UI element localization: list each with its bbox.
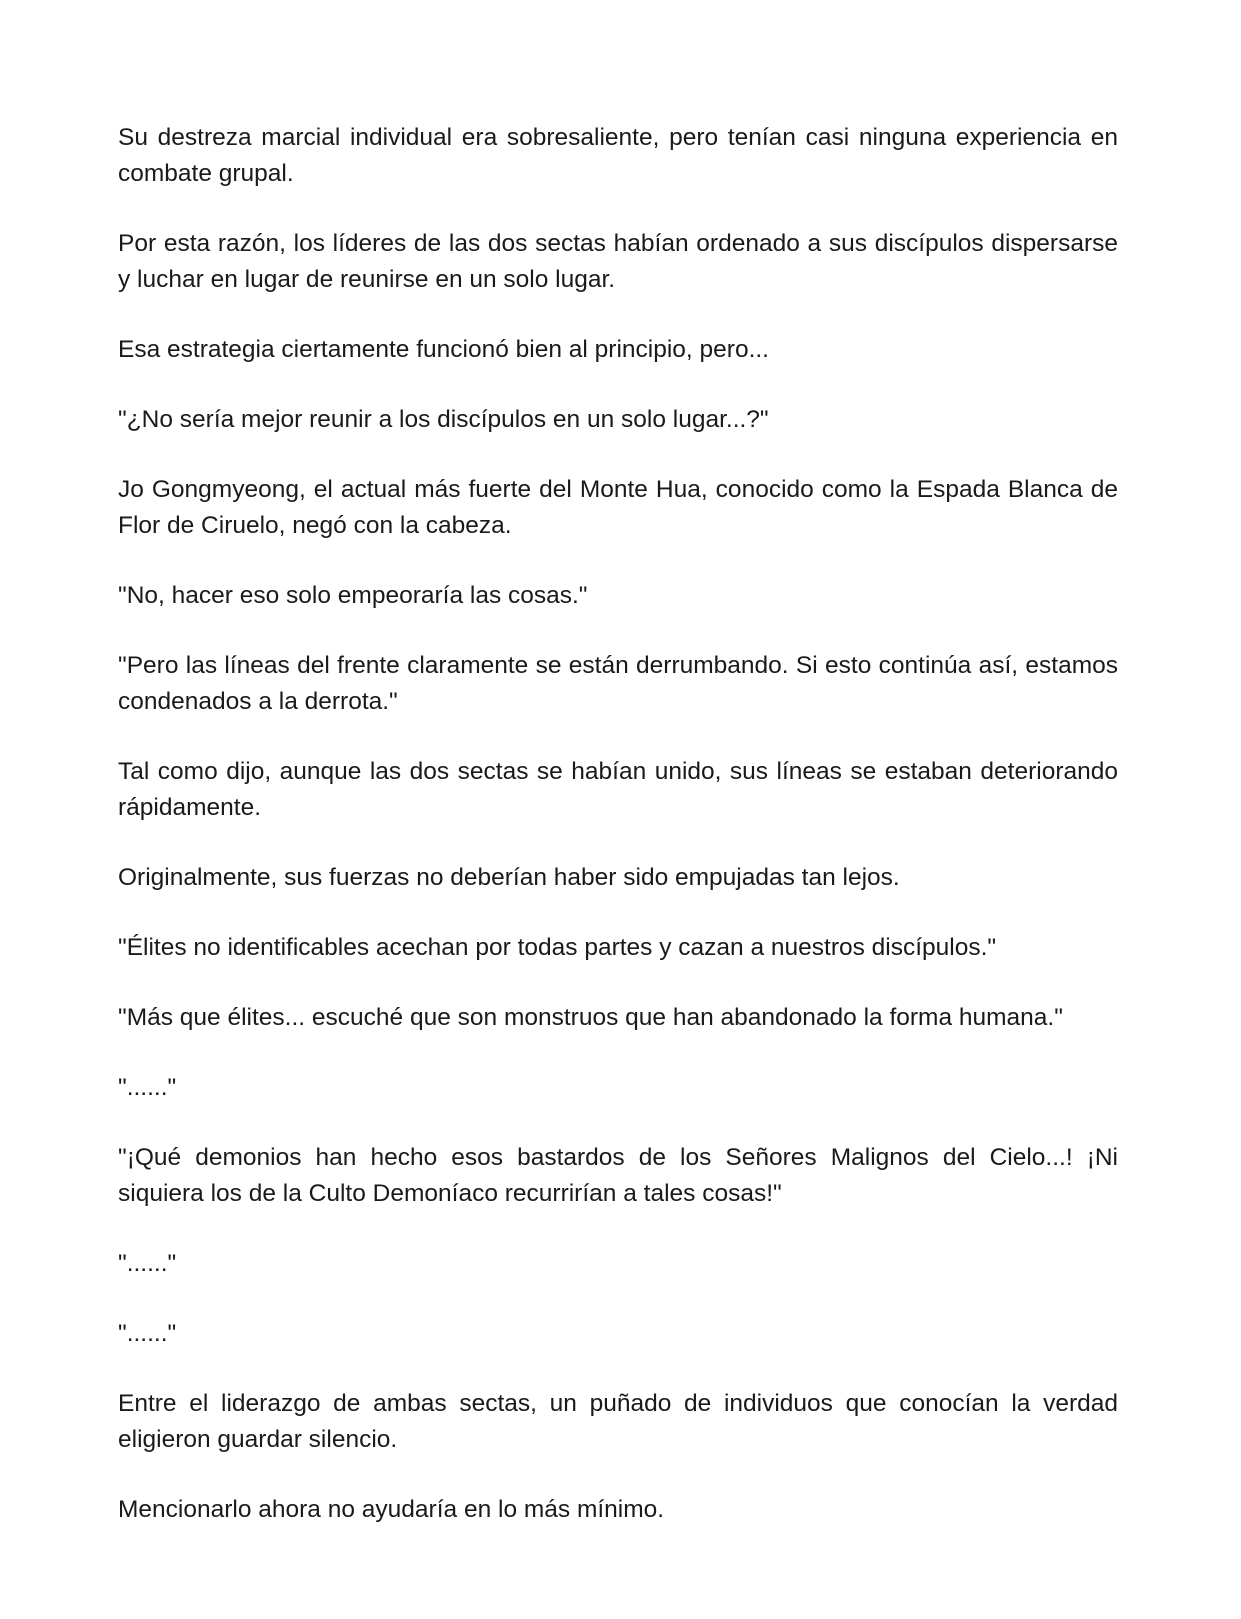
paragraph-9: Originalmente, sus fuerzas no deberían haber sido empujadas tan lejos. (118, 864, 900, 891)
paragraph-11: "Más que élites... escuché que son monstruos que han abandonado la forma humana." (118, 1004, 1063, 1031)
paragraph-15: "......" (118, 1320, 177, 1347)
paragraph-1: Su destreza marcial individual era sobresaliente, pero tenían casi ninguna experiencia en combate grupal. (118, 124, 1118, 187)
paragraph-16: Entre el liderazgo de ambas sectas, un puñado de individuos que conocían la verdad eligieron guardar silencio. (118, 1390, 1118, 1453)
paragraph-8: Tal como dijo, aunque las dos sectas se habían unido, sus líneas se estaban deteriorando rápidamente. (118, 758, 1118, 821)
paragraph-7: "Pero las líneas del frente claramente se están derrumbando. Si esto continúa así, estamos condenados a la derrota." (118, 652, 1118, 715)
paragraph-13: "¡Qué demonios han hecho esos bastardos de los Señores Malignos del Cielo...! ¡Ni siquiera los de la Culto Demoníaco recurrirían a tales cosas!" (118, 1144, 1118, 1207)
paragraph-3: Esa estrategia ciertamente funcionó bien al principio, pero... (118, 336, 769, 363)
paragraph-4: "¿No sería mejor reunir a los discípulos en un solo lugar...?" (118, 406, 769, 433)
paragraph-10: "Élites no identificables acechan por todas partes y cazan a nuestros discípulos." (118, 934, 997, 961)
paragraph-14: "......" (118, 1250, 177, 1277)
paragraph-5: Jo Gongmyeong, el actual más fuerte del Monte Hua, conocido como la Espada Blanca de Flor de Ciruelo, negó con la cabeza. (118, 476, 1118, 539)
paragraph-12: "......" (118, 1074, 177, 1101)
paragraph-2: Por esta razón, los líderes de las dos sectas habían ordenado a sus discípulos dispersarse y luchar en lugar de reunirse en un solo lugar. (118, 230, 1118, 293)
document-page (118, 120, 1118, 1528)
paragraph-6: "No, hacer eso solo empeoraría las cosas." (118, 582, 588, 609)
paragraph-17: Mencionarlo ahora no ayudaría en lo más mínimo. (118, 1496, 665, 1523)
